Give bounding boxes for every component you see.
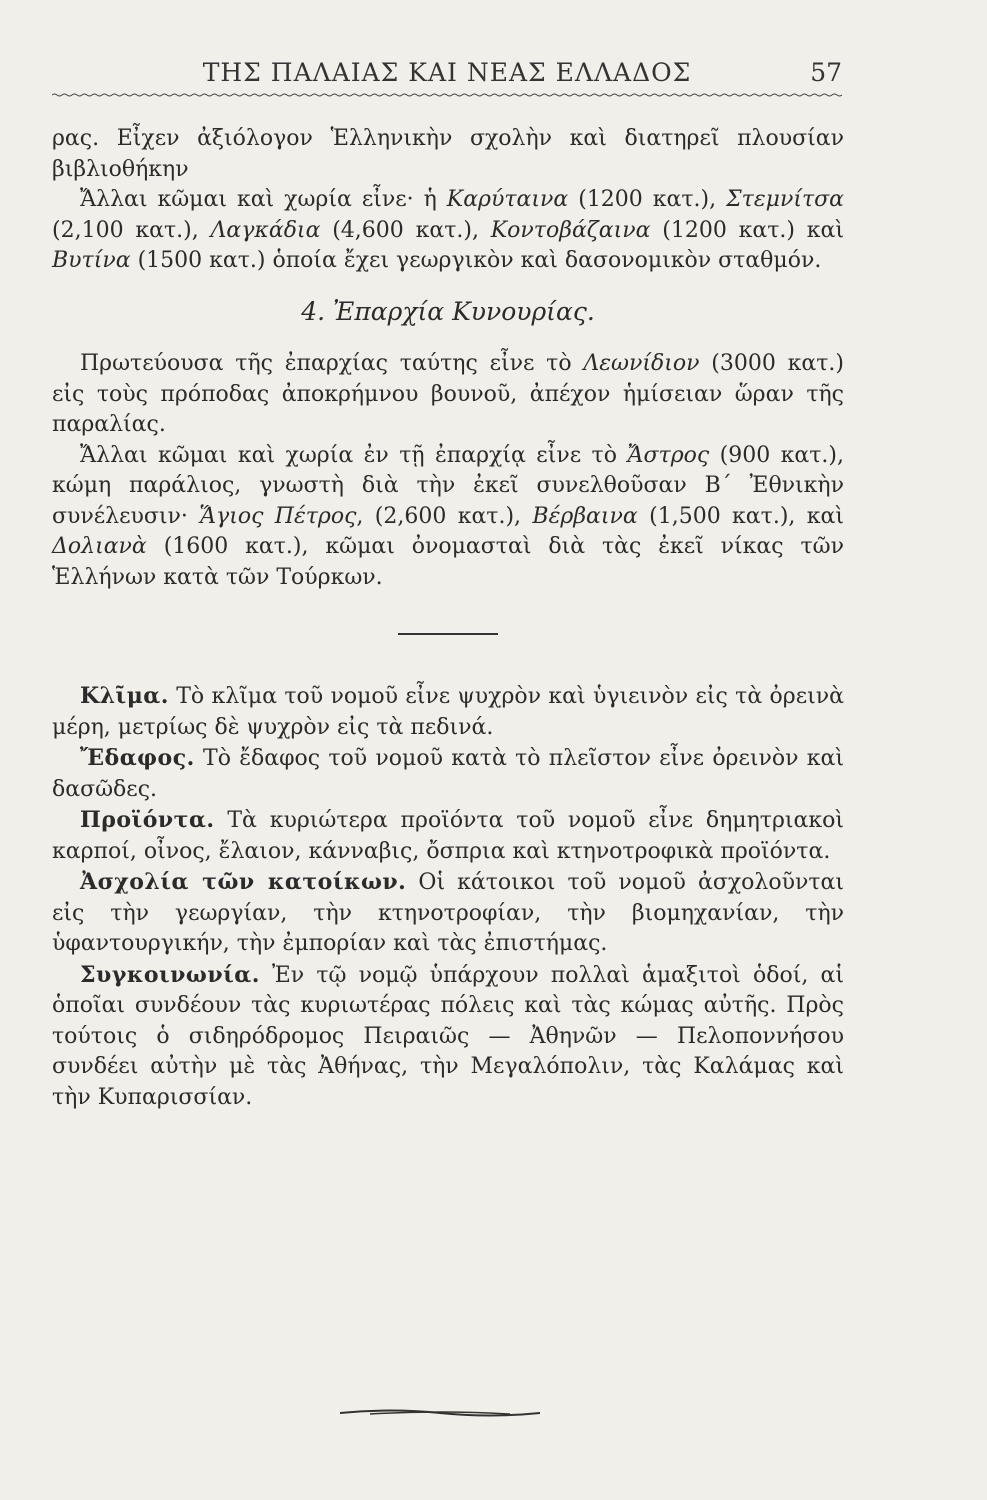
end-ornament xyxy=(340,1406,540,1420)
term-heading: Προϊόντα. xyxy=(80,807,215,833)
place-name: Στεμνίτσα xyxy=(726,187,844,212)
term-heading: Ἔδαφος. xyxy=(80,745,195,771)
place-name: Λαγκάδια xyxy=(210,217,321,243)
text-run: Τὰ κυριώτερα προϊόντα τοῦ νομοῦ εἶνε δημητριακοὶ καρποί, οἶνος, ἔλαιον, κάνναβις, ὄσπρια καὶ κτηνοτροφικὰ προϊόντα. xyxy=(52,808,844,864)
text-run: Ἐν τῷ νομῷ ὑπάρχουν πολλαὶ ἁμαξιτοὶ ὁδοί, αἱ ὁποῖαι συνδέουν τὰς κυριωτέρας πόλεις καὶ τὰς κώμας αὐτῆς. Πρὸς τούτοις ὁ σιδηρόδρομος Πειραιῶς — Ἀθηνῶν — Πελοποννήσου συνδέει αὐτὴν μὲ τὰς Ἀθήνας, τὴν Μεγαλόπολιν, τὰς Καλάμας καὶ τὴν Κυπαρισσίαν. xyxy=(52,962,844,1110)
text-run: (3000 κατ.) εἰς τοὺς πρόποδας ἀποκρήμνου βουνοῦ, ἀπέχον ἡμίσειαν ὥραν τῆς παραλίας. xyxy=(52,351,844,437)
text-run: Τὸ ἔδαφος τοῦ νομοῦ κατὰ τὸ πλεῖστον εἶνε ὀρεινὸν καὶ δασῶδες. xyxy=(52,746,844,802)
place-name: Ἅγιος Πέτρος xyxy=(199,503,357,529)
text-run: Τὸ κλῖμα τοῦ νομοῦ εἶνε ψυχρὸν καὶ ὑγιεινὸν εἰς τὰ ὀρεινὰ μέρη, μετρίως δὲ ψυχρὸν εἰς τὰ πεδινά. xyxy=(52,684,844,740)
text-run: (1500 κατ.) ὁποία ἔχει γεωργικὸν καὶ δασονομικὸν σταθμόν. xyxy=(130,248,822,273)
section-heading: 4. Ἐπαρχία Κυνουρίας. xyxy=(301,296,595,326)
text-run: Οἱ κάτοικοι τοῦ νομοῦ ἀσχολοῦνται εἰς τὴν γεωργίαν, τὴν κτηνοτροφίαν, τὴν βιομηχανίαν, τὴν ὑφαντουργικήν, τὴν ἐμπορίαν καὶ τὰς ἐπιστήμας. xyxy=(52,870,845,956)
text-run: (1200 κατ.), xyxy=(568,187,727,212)
place-name: Καρύταινα xyxy=(446,187,569,212)
text-run: Ἄλλαι κῶμαι καὶ χωρία ἐν τῇ ἐπαρχίᾳ εἶνε τὸ xyxy=(80,442,628,468)
term-heading: Ἀσχολία τῶν κατοίκων. xyxy=(80,869,407,895)
paragraph-villages-gortynia xyxy=(52,185,844,277)
text-run: (1,500 κατ.), καὶ xyxy=(637,503,844,529)
paragraph-capital xyxy=(52,349,844,441)
text-run: , (2,600 κατ.), xyxy=(356,503,533,529)
running-header xyxy=(52,52,842,92)
place-name: Δολιανὰ xyxy=(52,534,147,559)
paragraph-villages-kynouria xyxy=(52,441,844,594)
section-divider xyxy=(398,633,498,635)
place-name: Βυτίνα xyxy=(52,248,131,273)
paragraph-climate xyxy=(52,681,844,743)
term-heading: Κλῖμα. xyxy=(80,683,169,709)
paragraph-library xyxy=(52,124,844,185)
paragraph-communications xyxy=(52,960,844,1114)
header-wavy-rule xyxy=(52,93,842,97)
text-run: Ἄλλαι κῶμαι καὶ χωρία εἶνε· ἡ xyxy=(80,187,447,212)
paragraph-terrain xyxy=(52,743,844,805)
place-name: Κοντοβάζαινα xyxy=(490,217,651,243)
text-run: (900 κατ.), κώμη παράλιος, γνωστὴ διὰ τὴν ἐκεῖ συνελθοῦσαν Β΄ Ἐθνικὴν συνέλευσιν· xyxy=(52,442,844,529)
running-title: ΤΗΣ ΠΑΛΑΙΑΣ ΚΑΙ ΝΕΑΣ ΕΛΛΑΔΟΣ xyxy=(202,58,692,87)
text-run: (2,100 κατ.), xyxy=(52,217,211,243)
place-name: Λεωνίδιον xyxy=(583,351,700,376)
text-run: (1600 κατ.), κῶμαι ὀνομασταὶ διὰ τὰς ἐκεῖ νίκας τῶν Ἑλλήνων κατὰ τῶν Τούρκων. xyxy=(52,534,844,590)
paragraph-occupations xyxy=(52,867,844,960)
text-run: (4,600 κατ.), xyxy=(320,217,491,243)
text-run: Πρωτεύουσα τῆς ἐπαρχίας ταύτης εἶνε τὸ xyxy=(80,351,584,376)
place-name: Ἄστρος xyxy=(627,442,710,468)
paragraph-products xyxy=(52,805,844,867)
place-name: Βέρβαινα xyxy=(532,503,638,529)
text-run: ρας. Εἶχεν ἀξιόλογον Ἑλληνικὴν σχολὴν καὶ διατηρεῖ πλουσίαν βιβλιοθήκην xyxy=(52,126,844,182)
term-heading: Συγκοινωνία. xyxy=(80,961,260,988)
page-number: 57 xyxy=(810,58,842,87)
text-run: (1200 κατ.) καὶ xyxy=(650,217,844,243)
body-text xyxy=(52,124,844,1113)
